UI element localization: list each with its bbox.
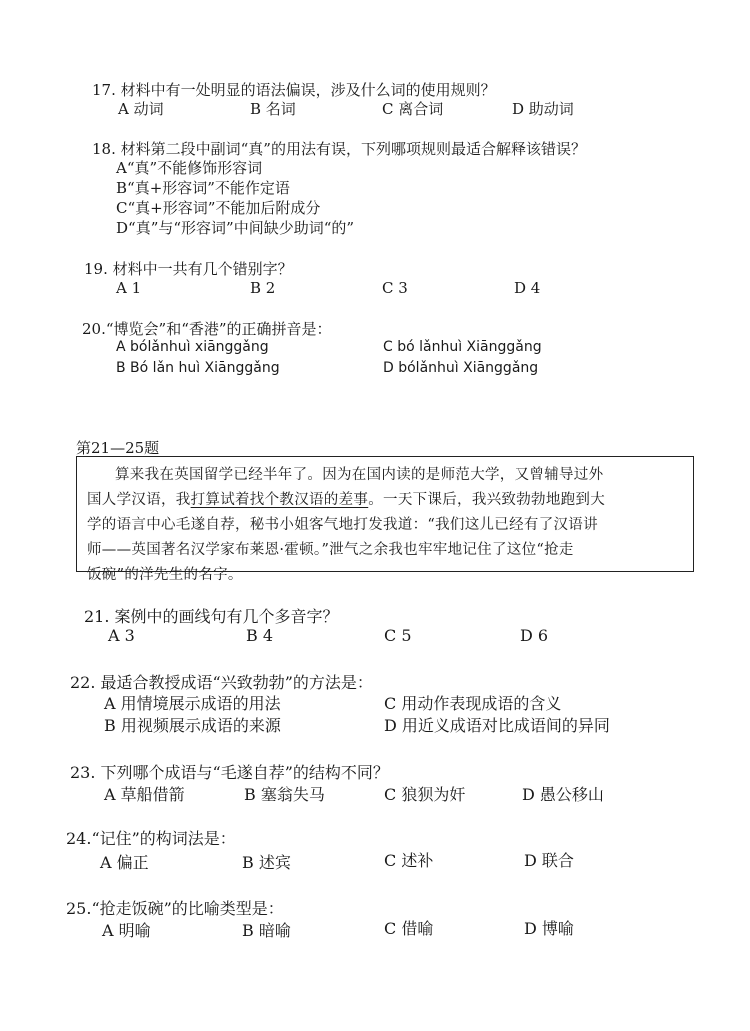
option-d: D 愚公移山 xyxy=(522,785,604,804)
option-d: D bólǎnhuì Xiānggǎng xyxy=(383,360,539,376)
option-d: D“真”与“形容词”中间缺少助词“的” xyxy=(116,219,355,237)
option-a: A 草船借箭 xyxy=(104,785,185,804)
option-b: B“真+形容词”不能作定语 xyxy=(116,179,290,197)
option-c: C 3 xyxy=(382,279,408,297)
option-d: D 助动词 xyxy=(512,100,574,118)
passage-line xyxy=(87,488,683,513)
option-d: D 博喻 xyxy=(524,919,574,938)
option-a: A 1 xyxy=(116,279,142,297)
option-a: A 3 xyxy=(108,626,135,645)
passage-line: 学的语言中心毛遂自荐，秘书小姐客气地打发我道：“我们这儿已经有了汉语讲 xyxy=(87,517,598,533)
passage-box xyxy=(76,456,694,583)
option-d: D 6 xyxy=(520,626,549,645)
question-stem: 20.“博览会”和“香港”的正确拼音是： xyxy=(82,320,332,338)
option-a: A bólǎnhuì xiānggǎng xyxy=(116,339,269,355)
question-stem: 23. 下列哪个成语与“毛遂自荐”的结构不同？ xyxy=(70,763,389,782)
passage-line: 师——英国著名汉学家布莱恩·霍顿。”泄气之余我也牢牢地记住了这位“抢走 xyxy=(87,542,574,558)
question-stem: 22. 最适合教授成语“兴致勃勃”的方法是： xyxy=(70,673,373,692)
question-stem: 24.“记住”的构词法是： xyxy=(66,829,236,848)
option-b: B 用视频展示成语的来源 xyxy=(104,716,281,735)
option-d: D 联合 xyxy=(524,851,574,870)
passage-line: 算来我在英国留学已经半年了。因为在国内读的是师范大学，又曾辅导过外 xyxy=(115,467,604,483)
option-c: C 述补 xyxy=(384,851,434,870)
option-c: C 狼狈为奸 xyxy=(384,785,466,804)
option-b: B 暗喻 xyxy=(242,921,291,940)
option-c: C 离合词 xyxy=(382,100,444,118)
question-stem: 17. 材料中有一处明显的语法偏误，涉及什么词的使用规则？ xyxy=(92,81,496,99)
option-b: B 4 xyxy=(246,626,274,645)
option-b: B 述宾 xyxy=(242,853,291,872)
option-c: C bó lǎnhuì Xiānggǎng xyxy=(383,339,542,355)
option-b: B 名词 xyxy=(250,100,296,118)
option-a: A 用情境展示成语的用法 xyxy=(104,694,281,713)
option-a: A 偏正 xyxy=(100,853,149,872)
question-stem: 21. 案例中的画线句有几个多音字？ xyxy=(84,607,339,626)
passage-text: 国人学汉语，我 xyxy=(87,492,191,508)
option-b: B Bó lǎn huì Xiānggǎng xyxy=(116,360,280,376)
option-d: D 4 xyxy=(514,279,541,297)
option-b: B 2 xyxy=(250,279,276,297)
option-c: C 用动作表现成语的含义 xyxy=(384,694,562,713)
option-a: A 动词 xyxy=(118,100,164,118)
option-c: C“真+形容词”不能加后附成分 xyxy=(116,199,321,217)
option-a: A“真”不能修饰形容词 xyxy=(116,159,263,177)
option-b: B 塞翁失马 xyxy=(244,785,325,804)
passage-line: 饭碗”的洋先生的名字。 xyxy=(87,567,243,583)
option-c: C 5 xyxy=(384,626,412,645)
option-c: C 借喻 xyxy=(384,919,434,938)
question-stem: 25.“抢走饭碗”的比喻类型是： xyxy=(66,899,284,918)
question-stem: 18. 材料第二段中副词“真”的用法有误，下列哪项规则最适合解释该错误？ xyxy=(92,140,586,158)
underlined-sentence: 打算试着找个教汉语的差事 xyxy=(190,492,369,508)
option-a: A 明喻 xyxy=(102,921,151,940)
question-stem: 19. 材料中一共有几个错别字？ xyxy=(84,260,293,278)
passage-text: 。一天下课后，我兴致勃勃地跑到大 xyxy=(368,492,606,508)
option-d: D 用近义成语对比成语间的异同 xyxy=(384,716,610,735)
section-heading: 第21—25题 xyxy=(76,439,160,457)
